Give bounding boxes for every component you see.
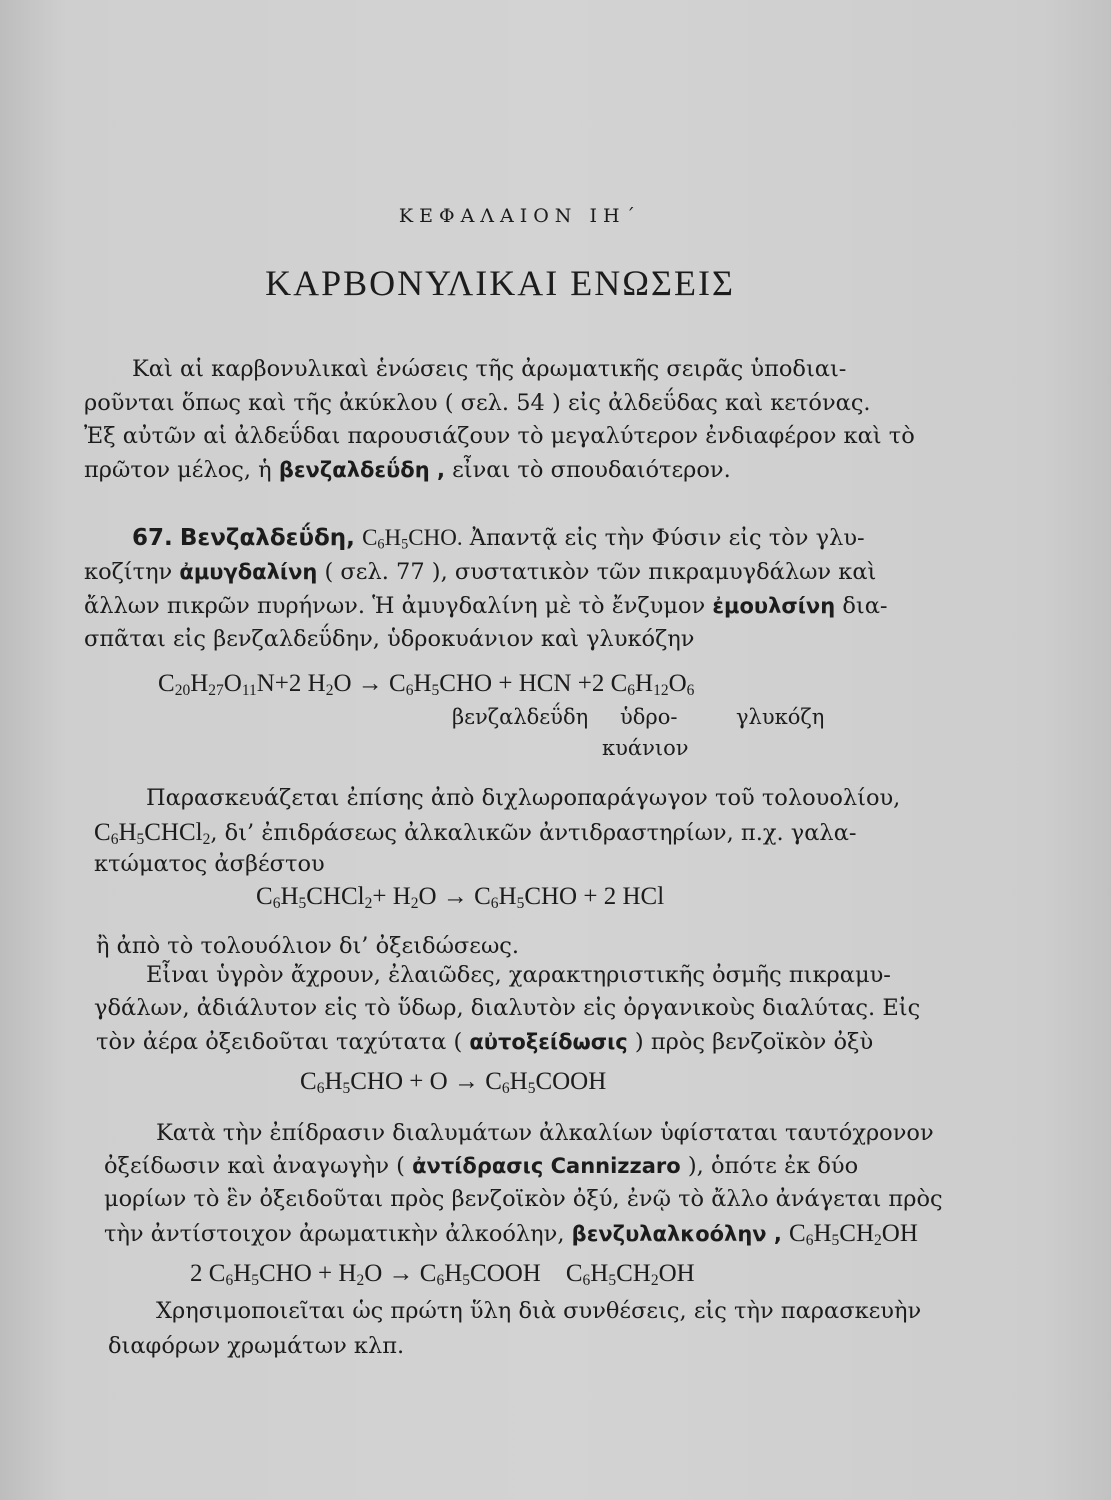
section-number: 67. (132, 525, 173, 551)
arrow-icon: → (442, 883, 468, 910)
eq-reactant: $C_6H_5CHCl_2$ (256, 883, 373, 912)
term-cannizzaro: ἀντίδρασις Cannizzaro (412, 1154, 681, 1178)
eq-product: $C_6H_5CHO$ (389, 670, 493, 699)
cannizzaro-text: ὀξείδωσιν καὶ ἀναγωγὴν ( (104, 1153, 405, 1179)
props-line-3 (96, 1031, 873, 1054)
equation-cannizzaro: 2 $C_6H_5CHO + H_2O$ → $C_6H_5COOH$ $C_6H_5CH_2OH$ (190, 1260, 695, 1289)
cannizzaro-line-2 (104, 1155, 858, 1178)
intro-line-1: Καὶ αἱ καρβονυλικαὶ ἑνώσεις τῆς ἀρωματικῆς σειρᾶς ὑποδιαι- (132, 356, 847, 382)
plus-sign: + (498, 670, 513, 697)
formula-benzyl-alcohol: $C_6H_5CH_2OH$ (789, 1220, 918, 1249)
formula-benzaldehyde: $C_6H_5CHO$. (362, 525, 463, 553)
eq-product: $C_6H_{12}O_6$ (610, 670, 695, 699)
term-benzaldehyde: βενζαλδεΰδη , (278, 458, 445, 482)
eq-reactant: $C_6H_5CHO$ (300, 1068, 404, 1097)
label-hydrocyanic-1: ὑδρο- (620, 705, 678, 729)
props-text: τὸν ἀέρα ὀξειδοῦται ταχύτατα ( (96, 1029, 463, 1055)
eq-product: $C_6H_5CH_2OH$ (565, 1260, 695, 1289)
eq-reactant: + H (318, 1260, 357, 1287)
cannizzaro-text: τὴν ἀντίστοιχον ἀρωματικὴν ἀλκοόλην, (104, 1221, 565, 1247)
prep-line-1: Παρασκευάζεται ἐπίσης ἀπὸ διχλωροπαράγωγον τοῦ τολουολίου, (146, 785, 901, 811)
equation-hydrolysis: $C_6H_5CHCl_2+ H_2O \to C_6H_5CHO + 2$ HCl (256, 883, 665, 912)
term-amygdalin: ἀμυγδαλίνη (179, 560, 318, 584)
intro-text: πρῶτον μέλος, ἡ (84, 457, 272, 483)
prep-line-3: κτώματος ἀσβέστου (94, 851, 325, 877)
oxidation-line: ἢ ἀπὸ τὸ τολουόλιον δι’ ὀξειδώσεως. (96, 933, 520, 959)
eq-reactant: + H (372, 883, 411, 910)
label-hydrocyanic-2: κυάνιον (602, 736, 689, 760)
arrow-icon: → (453, 1068, 479, 1095)
eq-reactant: $C_6H_5CHO$ (208, 1260, 312, 1289)
section-67-line-2 (84, 561, 876, 584)
section-text: ἄλλων πικρῶν πυρήνων. Ἡ ἀμυγδαλίνη μὲ τὸ ἔνζυμον (84, 593, 706, 619)
formula-benzal-chloride: $C_6H_5CHCl_2$ (94, 819, 211, 848)
cannizzaro-line-1: Κατὰ τὴν ἐπίδρασιν διαλυμάτων ἀλκαλίων ὑφίσταται ταυτόχρονον (156, 1120, 934, 1146)
chapter-title: ΚΑΡΒΟΝΥΛΙΚΑΙ ΕΝΩΣΕΙΣ (265, 263, 735, 303)
usage-line-2: διαφόρων χρωμάτων κλπ. (108, 1333, 405, 1359)
eq-product: HCN (518, 670, 572, 697)
prep-text: , δι’ ἐπιδράσεως ἀλκαλικῶν ἀντιδραστηρίων, π.χ. γαλα- (210, 820, 857, 846)
cannizzaro-text: ), ὁπότε ἐκ δύο (687, 1153, 859, 1179)
eq-coefficient: 2 (190, 1260, 203, 1287)
section-text: δια- (842, 593, 888, 619)
cannizzaro-line-4 (104, 1221, 918, 1248)
section-title: Βενζαλδεΰδη, (179, 525, 355, 551)
chapter-label: ΚΕΦΑΛΑΙΟΝ ΙΗ΄ (398, 205, 642, 227)
section-67-line-3 (84, 595, 888, 618)
term-benzyl-alcohol: βενζυλαλκοόλην , (571, 1222, 782, 1246)
cannizzaro-line-3: μορίων τὸ ἓν ὀξειδοῦται πρὸς βενζοϊκὸν ὀξύ, ἐνῷ τὸ ἄλλο ἀνάγεται πρὸς (104, 1186, 943, 1212)
eq-reactant: + O (409, 1068, 448, 1095)
props-text: ) πρὸς βενζοϊκὸν ὀξὺ (634, 1029, 874, 1055)
equation-amygdalin-hydrolysis (158, 670, 694, 700)
usage-line-1: Χρησιμοποιεῖται ὡς πρώτη ὕλη διὰ συνθέσεις, εἰς τὴν παρασκευὴν (156, 1298, 922, 1324)
intro-line-2: ροῦνται ὅπως καὶ τῆς ἀκύκλου ( σελ. 54 ) εἰς ἀλδεΰδας καὶ κετόνας. (84, 390, 871, 416)
section-text: Ἀπαντᾷ εἰς τὴν Φύσιν εἰς τὸν γλυ- (469, 525, 865, 551)
arrow-icon: → (357, 670, 383, 697)
intro-text: εἶναι τὸ σπουδαιότερον. (452, 457, 731, 483)
section-67-line-4: σπᾶται εἰς βενζαλδεΰδην, ὑδροκυάνιον καὶ γλυκόζην (84, 626, 695, 652)
intro-line-4 (84, 459, 731, 482)
label-benzaldehyde: βενζαλδεΰδη (452, 705, 589, 729)
plus-sign: +2 (577, 670, 605, 697)
prep-line-2 (94, 820, 857, 847)
props-line-1: Εἶναι ὑγρὸν ἄχρουν, ἐλαιῶδες, χαρακτηριστικῆς ὀσμῆς πικραμυ- (146, 962, 891, 988)
section-text: ( σελ. 77 ), συστατικὸν τῶν πικραμυγδάλων καὶ (324, 559, 877, 585)
equation-oxidation (300, 1068, 606, 1098)
section-text: κοζίτην (84, 559, 173, 585)
eq-product: $C_6H_5CHO$ (474, 883, 578, 912)
eq-reactant: $C_{20}H_{27}O_{11}N+2$ $H_2O$ (158, 670, 352, 699)
intro-line-3: Ἐξ αὐτῶν αἱ ἀλδεΰδαι παρουσιάζουν τὸ μεγαλύτερον ἐνδιαφέρον καὶ τὸ (84, 423, 915, 449)
eq-product: + 2 HCl (583, 883, 665, 910)
section-67-line-1 (132, 526, 865, 552)
props-line-2: γδάλων, ἀδιάλυτον εἰς τὸ ὕδωρ, διαλυτὸν εἰς ὀργανικοὺς διαλύτας. Εἰς (94, 995, 921, 1021)
term-autoxidation: αὐτοξείδωσις (469, 1030, 628, 1054)
arrow-icon: → (388, 1260, 414, 1287)
label-glucose: γλυκόζη (736, 705, 825, 729)
term-emulsin: ἐμουλσίνη (712, 594, 836, 618)
eq-product: $C_6H_5COOH$ (419, 1260, 541, 1289)
eq-product: $C_6H_5COOH$ (485, 1068, 607, 1097)
